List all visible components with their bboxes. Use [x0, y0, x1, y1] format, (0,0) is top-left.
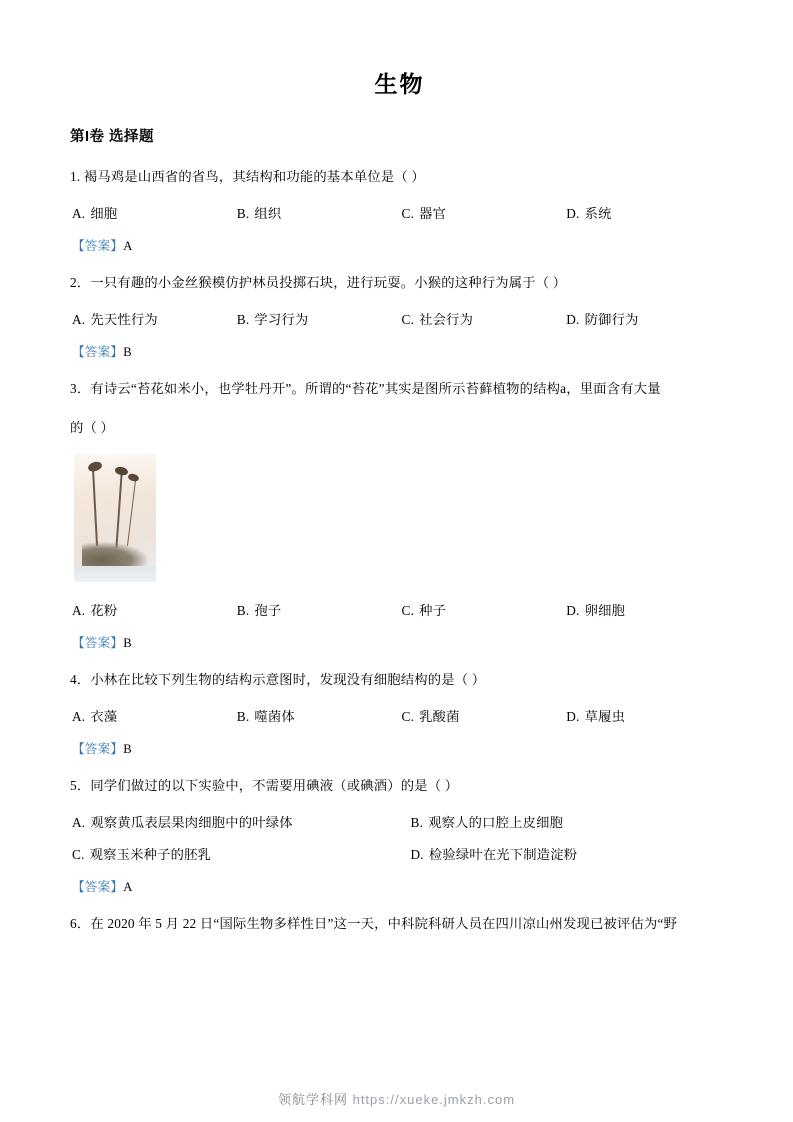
answer-value: A [123, 879, 133, 894]
option-text: 孢子 [254, 602, 282, 618]
option-text: 观察玉米种子的胚乳 [89, 846, 212, 862]
option-text: 花粉 [90, 602, 118, 618]
option-row [72, 600, 731, 619]
option-text: 防御行为 [584, 311, 639, 327]
option-b[interactable] [237, 309, 402, 328]
question-stem: 3．有诗云“苔花如米小，也学牡丹开”。所谓的“苔花”其实是图所示苔藓植物的结构a，里面含有大量 [70, 380, 661, 396]
section-heading: 第I卷 选择题 [70, 129, 155, 145]
option-a[interactable] [72, 309, 237, 328]
option-label: B. [236, 205, 250, 221]
option-a[interactable] [72, 706, 237, 725]
option-label: C. [401, 602, 415, 618]
option-label: C. [72, 846, 85, 862]
answer-tag: 【答案】 [72, 238, 124, 253]
option-d[interactable] [566, 600, 731, 619]
option-label: C. [401, 205, 415, 221]
footer-watermark [0, 1089, 793, 1108]
option-text: 观察黄瓜表层果肉细胞中的叶绿体 [90, 814, 293, 830]
option-label: C. [401, 311, 415, 327]
option-b[interactable] [237, 706, 402, 725]
answer-line [72, 738, 731, 757]
moss-cushion [82, 542, 148, 568]
option-row [72, 203, 731, 222]
option-label: B. [236, 708, 250, 724]
option-text: 器官 [419, 205, 447, 221]
answer-value: A [123, 238, 133, 253]
option-label: D. [566, 311, 580, 327]
question-stem-continued: 的（ ） [70, 419, 115, 435]
answer-value: B [123, 741, 132, 756]
option-text: 检验绿叶在光下制造淀粉 [428, 846, 578, 862]
answer-line [72, 341, 731, 360]
option-text: 系统 [584, 205, 612, 221]
question-stem: 1. 褐马鸡是山西省的省鸟，其结构和功能的基本单位是（ ） [70, 169, 425, 184]
option-d[interactable] [393, 844, 732, 863]
watermark-url: https://xueke.jmkzh.com [352, 1092, 516, 1107]
question-stem: 4．小林在比较下列生物的结构示意图时，发现没有细胞结构的是（ ） [70, 671, 486, 687]
option-text: 种子 [419, 602, 447, 618]
option-text: 噬菌体 [254, 708, 295, 724]
answer-tag: 【答案】 [72, 635, 124, 650]
option-text: 社会行为 [419, 311, 474, 327]
option-text: 学习行为 [254, 311, 309, 327]
option-c[interactable] [402, 309, 567, 328]
option-row [72, 309, 731, 328]
option-a[interactable] [72, 812, 393, 831]
answer-line [72, 632, 731, 651]
moss-plant-figure [74, 454, 156, 582]
option-d[interactable] [566, 203, 731, 222]
option-row [72, 844, 731, 863]
option-d[interactable] [566, 309, 731, 328]
option-text: 先天性行为 [90, 311, 158, 327]
option-text: 卵细胞 [584, 602, 626, 618]
option-label: C. [401, 708, 415, 724]
answer-tag: 【答案】 [72, 741, 124, 756]
answer-line [72, 235, 731, 254]
option-label: A. [72, 602, 86, 618]
option-text: 组织 [254, 205, 282, 221]
figure-ground [74, 566, 156, 582]
option-label: B. [236, 311, 250, 327]
answer-value: B [123, 635, 132, 650]
question-stem: 2．一只有趣的小金丝猴模仿护林员投掷石块，进行玩耍。小猴的这种行为属于（ ） [70, 274, 567, 290]
question-stem: 5．同学们做过的以下实验中，不需要用碘液（或碘酒）的是（ ） [70, 777, 459, 793]
option-b[interactable] [237, 600, 402, 619]
answer-tag: 【答案】 [72, 879, 124, 894]
option-label: D. [566, 205, 580, 221]
watermark-brand: 领航学科网 [277, 1092, 348, 1107]
option-a[interactable] [72, 203, 237, 222]
option-row [72, 706, 731, 725]
option-text: 衣藻 [90, 708, 118, 724]
option-label: D. [566, 708, 580, 724]
option-label: D. [410, 846, 424, 862]
option-c[interactable] [402, 706, 567, 725]
option-label: A. [72, 205, 86, 221]
option-label: A. [72, 311, 86, 327]
option-c[interactable] [72, 844, 393, 863]
option-b[interactable] [393, 812, 732, 831]
option-a[interactable] [72, 600, 237, 619]
option-c[interactable] [402, 600, 567, 619]
option-c[interactable] [402, 203, 567, 222]
figure-highlight [74, 454, 156, 494]
option-label: B. [236, 602, 250, 618]
option-b[interactable] [237, 203, 402, 222]
option-row [72, 812, 731, 831]
option-label: D. [566, 602, 580, 618]
option-text: 草履虫 [584, 708, 626, 724]
question-stem: 6．在 2020 年 5 月 22 日“国际生物多样性日”这一天，中科院科研人员在四川凉山州发现已被评估为“野 [70, 915, 678, 931]
page-title: 生物 [374, 71, 425, 97]
option-label: A. [72, 814, 86, 830]
option-text: 观察人的口腔上皮细胞 [428, 814, 564, 830]
option-text: 细胞 [90, 205, 118, 221]
answer-tag: 【答案】 [72, 344, 124, 359]
option-label: B. [410, 814, 424, 830]
answer-value: B [123, 344, 132, 359]
answer-line [72, 876, 731, 895]
option-d[interactable] [566, 706, 731, 725]
option-text: 乳酸菌 [419, 708, 460, 724]
option-label: A. [72, 708, 86, 724]
